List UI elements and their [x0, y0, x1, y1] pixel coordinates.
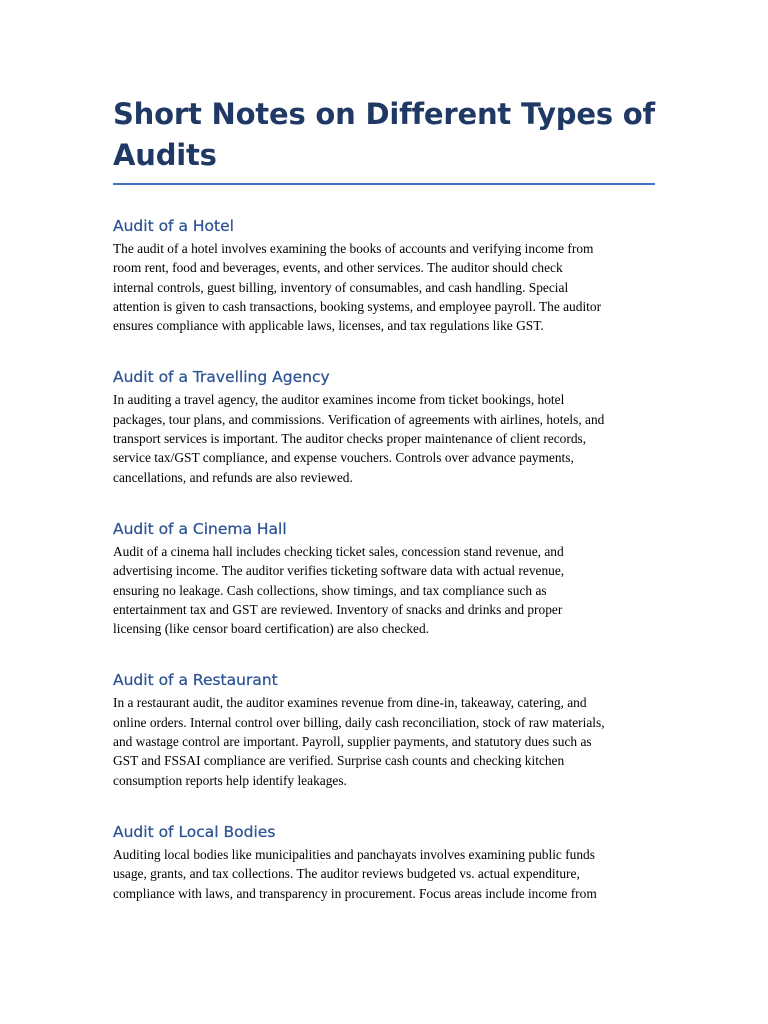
section-body: [113, 390, 655, 486]
body-line: The audit of a hotel involves examining the books of accounts and verifying income from: [113, 241, 594, 256]
section-heading: Audit of a Travelling Agency: [113, 368, 330, 387]
body-line: cancellations, and refunds are also reviewed.: [113, 469, 353, 485]
page-title-line-1: Short Notes on Different Types of: [113, 97, 655, 131]
body-line: ensuring no leakage. Cash collections, show timings, and tax compliance such as: [113, 582, 547, 598]
body-line: In auditing a travel agency, the auditor examines income from ticket bookings, hotel: [113, 392, 565, 408]
body-line: In a restaurant audit, the auditor examines revenue from dine-in, takeaway, catering, and: [113, 695, 587, 711]
page-title: [113, 0, 655, 176]
body-line: advertising income. The auditor verifies ticketing software data with actual revenue,: [113, 563, 565, 579]
section-body: [113, 845, 655, 903]
body-line: Audit of a cinema hall includes checking ticket sales, concession stand revenue, and: [113, 543, 564, 559]
body-line: Auditing local bodies like municipalities and panchayats involves examining public funds: [113, 846, 595, 862]
body-line: transport services is important. The auditor checks proper maintenance of client records,: [113, 431, 587, 447]
section-heading: Audit of a Hotel: [113, 217, 234, 235]
page-title-line-2: Audits: [113, 138, 217, 172]
body-line: online orders. Internal control over billing, daily cash reconciliation, stock of raw materials,: [113, 714, 605, 730]
body-line: internal controls, guest billing, inventory of consumables, and cash handling. Special: [113, 279, 569, 295]
body-line: usage, grants, and tax collections. The auditor reviews budgeted vs. actual expenditure,: [113, 866, 580, 882]
section-body: [113, 239, 655, 335]
section-restaurant: [113, 670, 655, 789]
section-travelling-agency: [113, 367, 655, 486]
body-line: compliance with laws, and transparency in procurement. Focus areas include income from: [113, 885, 597, 901]
body-line: consumption reports help identify leakages.: [113, 772, 347, 788]
body-line: attention is given to cash transactions, booking systems, and employee payroll. The auditor: [113, 298, 602, 314]
body-line: licensing (like censor board certification) are also checked.: [113, 621, 430, 637]
title-divider: [113, 183, 655, 185]
body-line: and wastage control are important. Payroll, supplier payments, and statutory dues such as: [113, 734, 592, 750]
body-line: GST and FSSAI compliance are verified. Surprise cash counts and checking kitchen: [113, 753, 565, 769]
section-local-bodies: [113, 822, 655, 903]
section-hotel: [113, 216, 655, 335]
body-line: room rent, food and beverages, events, and other services. The auditor should check: [113, 260, 563, 276]
section-heading: Audit of Local Bodies: [113, 822, 276, 841]
body-line: entertainment tax and GST are reviewed. Inventory of snacks and drinks and proper: [113, 601, 563, 617]
body-line: ensures compliance with applicable laws, licenses, and tax regulations like GST.: [113, 318, 544, 334]
body-line: packages, tour plans, and commissions. Verification of agreements with airlines, hotels, and: [113, 411, 605, 427]
section-heading: Audit of a Cinema Hall: [113, 519, 287, 538]
document-page: [113, 0, 655, 903]
body-line: service tax/GST compliance, and expense vouchers. Controls over advance payments,: [113, 450, 574, 466]
section-body: [113, 542, 655, 638]
section-body: [113, 693, 655, 789]
section-cinema-hall: [113, 519, 655, 638]
section-heading: Audit of a Restaurant: [113, 671, 278, 690]
